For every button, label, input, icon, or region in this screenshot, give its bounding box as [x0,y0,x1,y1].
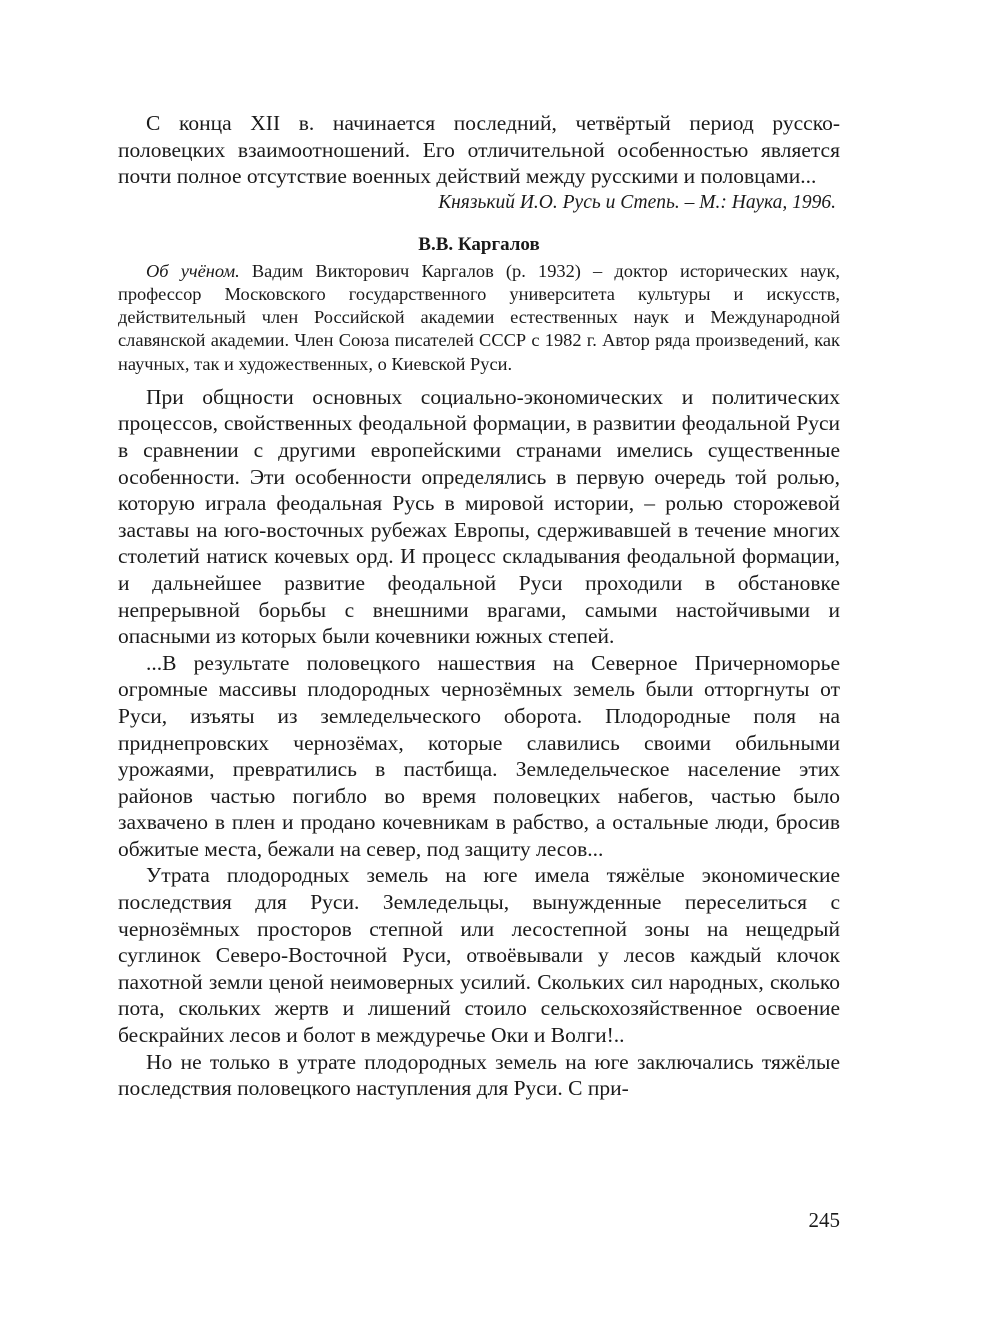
body-paragraph: При общности основных социально-экономических и политических процессов, свойственных феодальной формации, в развитии феодальной Руси в сравнении с другими европейскими странами имелись существенные особенности. Эти особенности определялись в первую очередь той ролью, которую играла феодальная Русь в мировой истории, – ролью сторожевой заставы на юго-восточных рубежах Европы, сдерживавшей в течение многих столетий натиск кочевых орд. И процесс складывания феодальной формации, и дальнейшее развитие феодальной Руси проходили в обстановке непрерывной борьбы с внешними врагами, самыми настойчивыми и опасными из которых были кочевники южных степей. [118,384,840,649]
body-paragraph: Но не только в утрате плодородных земель на юге заключались тяжёлые последствия половецкого наступления для Руси. С при- [118,1049,840,1101]
page-content [118,110,840,1102]
main-text [118,384,840,1102]
bio-text: Вадим Викторович Каргалов (р. 1932) – доктор исторических наук, профессор Московского государственного университета культуры и искусств, действительный член Российской академии естественных наук и Международной славянской академии. Член Союза писателей СССР с 1982 г. Автор ряда произведений, как научных, так и художественных, о Киевской Руси. [118,260,840,374]
body-paragraph: Утрата плодородных земель на юге имела тяжёлые экономические последствия для Руси. Земледельцы, вынужденные переселиться с чернозёмных просторов степной или лесостепной зоны на нещедрый суглинок Северо-Восточной Руси, отвоёвывали у лесов каждый клочок пахотной земли ценой неимоверных усилий. Скольких сил народных, сколько пота, скольких жертв и лишений стоило сельскохозяйственное освоение бескрайних лесов и болот в междуречье Оки и Волги!.. [118,863,840,1048]
quote-citation: Князький И.О. Русь и Степь. – М.: Наука, 1996. [438,191,836,213]
bio-lead: Об учёном. [146,260,240,281]
author-bio [118,260,840,376]
page-number: 245 [808,1208,840,1232]
quote-paragraph: С конца XII в. начинается последний, четвёртый период русско-половецких взаимоотношений. Его отличительной особенностью является почти полное отсутствие военных действий между русскими и половцами... [118,111,840,189]
body-paragraph: ...В результате половецкого нашествия на Северное Причерноморье огромные массивы плодородных чернозёмных земель были отторгнуты от Руси, изъяты из земледельческого оборота. Плодородные поля на приднепровских чернозёмах, которые славились своими обильными урожаями, превратились в пастбища. Земледельческое население этих районов частью погибло во время половецких набегов, частью было захвачено в плен и продано кочевникам в рабство, а остальные люди, бросив обжитые места, бежали на север, под защиту лесов... [118,650,840,861]
section-heading: В.В. Каргалов [418,233,540,255]
